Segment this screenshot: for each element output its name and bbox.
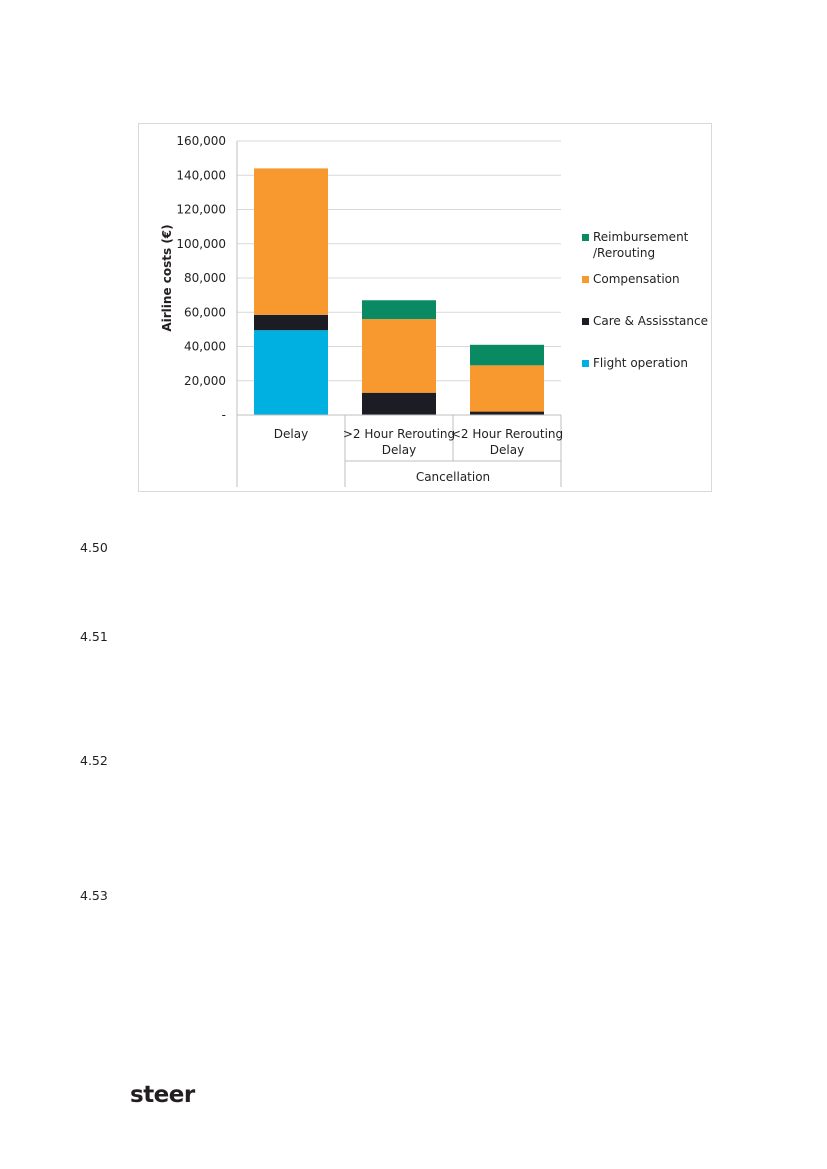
steer-logo: steer xyxy=(130,1082,195,1108)
y-tick-label: 40,000 xyxy=(184,339,226,354)
bar-segment-care-assisstance xyxy=(254,315,328,330)
y-tick-label: - xyxy=(221,408,226,422)
legend-label: Compensation xyxy=(593,272,680,286)
bar-segment-care-assisstance xyxy=(362,393,436,415)
stacked-bar-chart xyxy=(139,124,713,493)
x-category-label: <2 Hour Rerouting xyxy=(450,427,564,441)
x-category-label: Delay xyxy=(273,427,309,441)
legend-label: Care & Assisstance xyxy=(593,314,708,328)
y-tick-label: 120,000 xyxy=(176,202,226,217)
bar-segment-care-assisstance xyxy=(470,412,544,415)
y-tick-label: 60,000 xyxy=(184,305,226,320)
y-tick-label: 80,000 xyxy=(184,271,226,285)
legend-label: Flight operation xyxy=(593,356,688,370)
legend-swatch xyxy=(582,318,589,325)
legend-swatch xyxy=(582,234,589,241)
bar-segment-reimbursement-rerouting xyxy=(470,345,544,366)
paragraph-number-4-52: 4.52 xyxy=(80,753,108,768)
x-category-label: >2 Hour Rerouting xyxy=(342,427,456,441)
paragraph-number-4-50: 4.50 xyxy=(80,540,108,555)
x-category-label: Delay xyxy=(381,443,417,457)
paragraph-number-4-51: 4.51 xyxy=(80,629,108,644)
bar-segment-compensation xyxy=(470,365,544,411)
legend-label: /Rerouting xyxy=(593,246,656,260)
bar-segment-flight-operation xyxy=(254,330,328,415)
bar-segment-reimbursement-rerouting xyxy=(362,300,436,319)
legend-label: Reimbursement xyxy=(593,230,689,244)
y-tick-label: 100,000 xyxy=(176,236,226,251)
legend-swatch xyxy=(582,276,589,283)
chart-frame xyxy=(138,123,712,492)
paragraph-number-4-53: 4.53 xyxy=(80,888,108,903)
bar-segment-compensation xyxy=(254,168,328,314)
y-axis-label: Airline costs (€) xyxy=(160,224,174,332)
x-category-label: Delay xyxy=(489,443,525,457)
y-tick-label: 160,000 xyxy=(176,134,226,148)
x-group-label: Cancellation xyxy=(415,470,491,484)
y-tick-label: 140,000 xyxy=(176,168,226,183)
bar-segment-compensation xyxy=(362,319,436,393)
legend-swatch xyxy=(582,360,589,367)
y-tick-label: 20,000 xyxy=(184,373,226,388)
